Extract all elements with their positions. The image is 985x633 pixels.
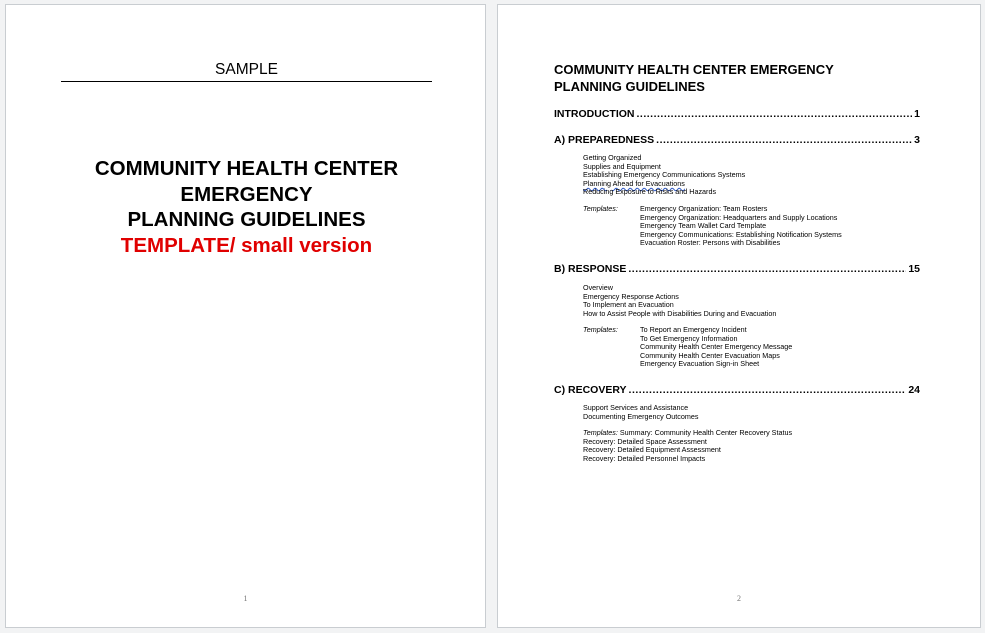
list-item: Evacuation Roster: Persons with Disabilities: [640, 238, 781, 248]
list-item: Emergency Response Actions: [583, 291, 679, 301]
list-item: Emergency Organization: Headquarters and Supply Locations: [640, 212, 838, 222]
toc-preparedness-label: A) PREPAREDNESS: [554, 134, 655, 146]
toc-recovery[interactable]: [554, 384, 920, 396]
list-item: Emergency Team Wallet Card Template: [640, 221, 767, 231]
toc-recovery-label: C) RECOVERY: [554, 384, 627, 396]
templates-label: Templates:: [583, 428, 618, 437]
list-item: Recovery: Detailed Equipment Assessment: [583, 445, 721, 455]
cover-subtitle: TEMPLATE/ small version: [120, 233, 373, 257]
toc-recovery-page: 24: [908, 384, 920, 396]
toc-response[interactable]: [554, 263, 920, 275]
list-item: Establishing Emergency Communications Systems: [583, 170, 746, 180]
recovery-template-first: Summary: Community Health Center Recovery Status: [619, 428, 793, 437]
preparedness-items: [583, 154, 745, 197]
recovery-templates: [583, 429, 792, 463]
toc-response-page: 15: [908, 263, 920, 275]
document-title-line-2: PLANNING GUIDELINES: [554, 78, 705, 94]
list-item: To Implement an Evacuation: [583, 300, 674, 310]
list-item: Emergency Organization: Team Rosters: [640, 204, 768, 213]
toc-leader-dots: [656, 134, 912, 146]
document-title-line-1: COMMUNITY HEALTH CENTER EMERGENCY: [554, 62, 834, 77]
list-item: Community Health Center Evacuation Maps: [640, 350, 780, 360]
list-item: Community Health Center Emergency Message: [640, 342, 793, 352]
response-items: [583, 284, 776, 318]
toc-leader-dots: [629, 384, 907, 396]
page-1: [5, 4, 486, 628]
document-title: [554, 62, 954, 95]
list-item: Emergency Communications: Establishing Notification Systems: [640, 229, 842, 239]
toc-introduction-page: 1: [914, 108, 920, 120]
toc-leader-dots: [637, 108, 913, 120]
toc-leader-dots: [628, 263, 906, 275]
list-item: To Get Emergency Information: [640, 333, 738, 343]
list-item: Supplies and Equipment: [583, 161, 661, 171]
list-item: Recovery: Detailed Space Assessment: [583, 436, 707, 446]
list-item: Support Services and Assistance: [583, 403, 689, 412]
sample-label: SAMPLE: [61, 61, 432, 82]
list-item: To Report an Emergency Incident: [640, 325, 747, 334]
page-number-1: 1: [243, 594, 248, 603]
page-2: [497, 4, 981, 628]
templates-label: Templates:: [583, 325, 618, 334]
list-item: Overview: [583, 283, 613, 292]
recovery-items: [583, 404, 698, 421]
list-item: Recovery: Detailed Personnel Impacts: [583, 453, 706, 463]
page-number-2: 2: [737, 594, 741, 603]
list-item: Documenting Emergency Outcomes: [583, 411, 699, 421]
cover-title-line-2: EMERGENCY: [180, 182, 313, 206]
toc-introduction-label: INTRODUCTION: [554, 108, 635, 120]
list-item: Planning Ahead for Evacuations: [583, 178, 685, 188]
list-item: Emergency Evacuation Sign-in Sheet: [640, 359, 760, 369]
toc-preparedness-page: 3: [914, 134, 920, 146]
list-item: How to Assist People with Disabilities During and Evacuation: [583, 308, 777, 318]
templates-label: Templates:: [583, 204, 618, 213]
toc-introduction[interactable]: [554, 108, 920, 120]
list-item: Reducing Exposure to Risks and Hazards: [583, 187, 717, 197]
list-item: Getting Organized: [583, 153, 642, 162]
toc-response-label: B) RESPONSE: [554, 263, 627, 275]
toc-preparedness[interactable]: [554, 134, 920, 146]
cover-title-line-1: COMMUNITY HEALTH CENTER: [94, 157, 399, 180]
cover-title-line-3: PLANNING GUIDELINES: [127, 208, 366, 231]
cover-title: [6, 156, 486, 258]
